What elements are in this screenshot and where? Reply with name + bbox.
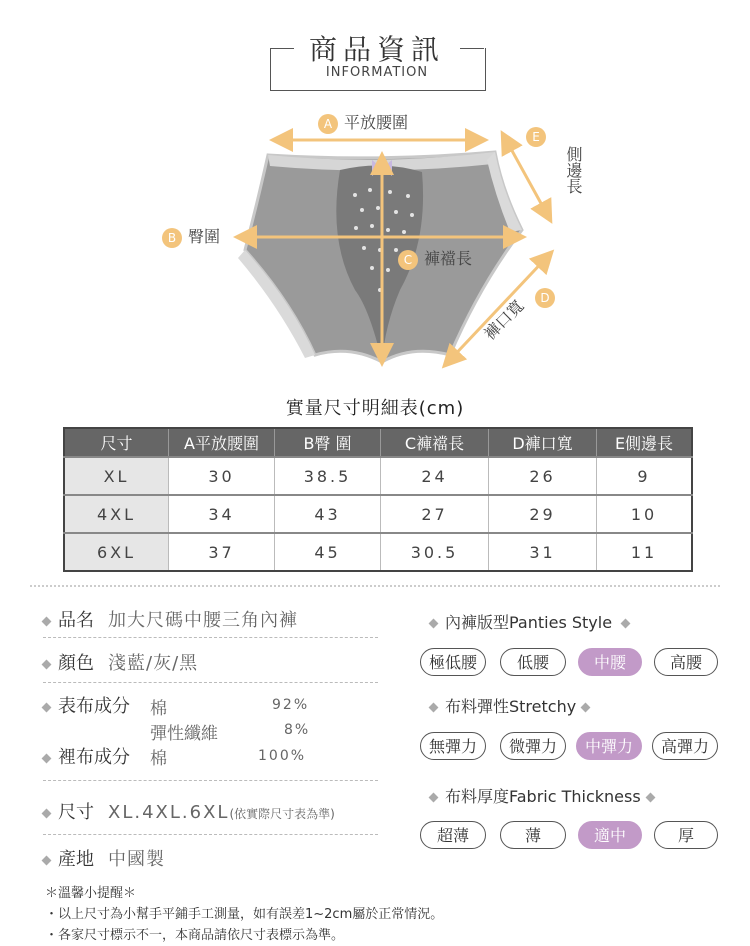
- thickness-title: 布料厚度Fabric Thickness: [445, 787, 641, 806]
- style-title: 內褲版型Panties Style: [445, 613, 613, 632]
- cell: 34: [169, 495, 275, 533]
- label-a: [318, 110, 408, 134]
- cell-size: 6XL: [64, 533, 169, 571]
- cell: 31: [489, 533, 597, 571]
- outer-mat-1: 棉: [150, 699, 167, 719]
- th-d: D褲口寬: [489, 428, 597, 457]
- thickness-option-thick: 厚: [654, 821, 718, 849]
- stretch-option-none: 無彈力: [420, 732, 486, 760]
- cell: 27: [381, 495, 489, 533]
- th-e: E側邊長: [597, 428, 693, 457]
- diamond-icon: [429, 619, 439, 629]
- diamond-icon: [645, 793, 655, 803]
- label-a-badge: A: [318, 114, 338, 134]
- spec-outer-label: 表布成分: [58, 696, 130, 717]
- notes-line-1: ・以上尺寸為小幫手平鋪手工測量，如有誤差1~2cm屬於正常情況。: [45, 907, 444, 922]
- cell: 9: [597, 457, 693, 495]
- header-subtitle: INFORMATION: [325, 65, 429, 80]
- diamond-icon: [429, 793, 439, 803]
- stretch-title: 布料彈性Stretchy: [445, 697, 577, 716]
- cell: 24: [381, 457, 489, 495]
- stretch-option-slight: 微彈力: [500, 732, 566, 760]
- spec-separator: [43, 637, 378, 638]
- label-c-text: 褲襠長: [424, 249, 473, 268]
- cell: 11: [597, 533, 693, 571]
- spec-separator: [43, 682, 378, 683]
- th-a: A平放腰圍: [169, 428, 275, 457]
- label-c-badge: C: [398, 250, 418, 270]
- cell: 30: [169, 457, 275, 495]
- spec-color-label: 顏色: [58, 653, 94, 674]
- header-frame-line-right: [460, 48, 484, 49]
- style-option-mid-selected: 中腰: [578, 648, 642, 676]
- label-e-text: 側邊長: [564, 146, 583, 194]
- spec-size-label: 尺寸: [58, 802, 94, 823]
- size-table-title: 實量尺寸明細表(cm): [285, 398, 465, 419]
- outer-mat-2: 彈性纖維: [150, 724, 218, 744]
- diamond-icon: [42, 702, 52, 712]
- table-row: [64, 495, 692, 533]
- thickness-option-ultra-thin: 超薄: [420, 821, 486, 849]
- label-d-text: 褲口寬: [480, 296, 528, 344]
- spec-separator: [43, 780, 378, 781]
- spec-color: [43, 649, 198, 675]
- inner-mat: 棉: [150, 749, 167, 769]
- spec-size-note: (依實際尺寸表為準): [229, 807, 335, 821]
- style-option-ultra-low: 極低腰: [420, 648, 486, 676]
- spec-inner-label: 裡布成分: [58, 747, 130, 768]
- label-e: [562, 146, 585, 194]
- cell: 43: [275, 495, 381, 533]
- label-b: [162, 224, 220, 248]
- th-b: B臀 圍: [275, 428, 381, 457]
- thickness-heading: [430, 784, 662, 807]
- cell: 38.5: [275, 457, 381, 495]
- diamond-icon: [42, 659, 52, 669]
- notes-line-2: ・各家尺寸標示不一，本商品請依尺寸表標示為準。: [45, 928, 345, 943]
- cell: 10: [597, 495, 693, 533]
- spec-origin-value: 中國製: [108, 849, 165, 870]
- spec-name-value: 加大尺碼中腰三角內褲: [108, 610, 298, 631]
- notes-title: ＊溫馨小提醒＊: [45, 886, 137, 901]
- spec-color-value: 淺藍/灰/黑: [108, 653, 199, 674]
- label-b-badge: B: [162, 228, 182, 248]
- label-e-badge-wrap: [526, 126, 552, 147]
- label-d-badge: D: [535, 288, 555, 308]
- cell: 29: [489, 495, 597, 533]
- spec-separator: [43, 834, 378, 835]
- diamond-icon: [429, 703, 439, 713]
- size-table-header-row: [64, 428, 692, 457]
- header-title: 商品資訊: [308, 33, 445, 66]
- label-e-badge: E: [526, 127, 546, 147]
- stretch-option-high: 高彈力: [652, 732, 718, 760]
- thickness-option-moderate-selected: 適中: [578, 821, 642, 849]
- diamond-icon: [581, 703, 591, 713]
- spec-inner-fabric: [43, 743, 130, 769]
- style-option-low: 低腰: [500, 648, 566, 676]
- cell: 26: [489, 457, 597, 495]
- diamond-icon: [621, 619, 631, 629]
- cell: 30.5: [381, 533, 489, 571]
- spec-size: [43, 798, 335, 824]
- cell-size: XL: [64, 457, 169, 495]
- diamond-icon: [42, 616, 52, 626]
- section-divider: [30, 585, 720, 587]
- size-table: [63, 427, 693, 572]
- spec-origin-label: 產地: [58, 849, 94, 870]
- diamond-icon: [42, 753, 52, 763]
- label-b-text: 臀圍: [188, 227, 221, 246]
- table-row: [64, 457, 692, 495]
- header-frame-line-left: [270, 48, 294, 49]
- spec-origin: [43, 845, 165, 871]
- th-c: C褲襠長: [381, 428, 489, 457]
- label-d-badge-wrap: [535, 287, 561, 308]
- spec-size-value: XL.4XL.6XL: [108, 802, 230, 823]
- cell: 45: [275, 533, 381, 571]
- cell: 37: [169, 533, 275, 571]
- label-a-text: 平放腰圍: [344, 113, 409, 132]
- cell-size: 4XL: [64, 495, 169, 533]
- outer-pct-2: 8%: [284, 722, 311, 738]
- diamond-icon: [42, 855, 52, 865]
- table-row: [64, 533, 692, 571]
- style-option-high: 高腰: [654, 648, 718, 676]
- th-size: 尺寸: [64, 428, 169, 457]
- diamond-icon: [42, 808, 52, 818]
- style-heading: [430, 610, 637, 633]
- thickness-option-thin: 薄: [500, 821, 566, 849]
- spec-outer-fabric: [43, 692, 130, 718]
- spec-name: [43, 606, 298, 632]
- stretch-heading: [430, 694, 597, 717]
- inner-pct: 100%: [258, 748, 307, 764]
- label-c: [398, 246, 472, 270]
- spec-name-label: 品名: [58, 610, 94, 631]
- stretch-option-medium-selected: 中彈力: [576, 732, 642, 760]
- outer-pct-1: 92%: [272, 697, 310, 713]
